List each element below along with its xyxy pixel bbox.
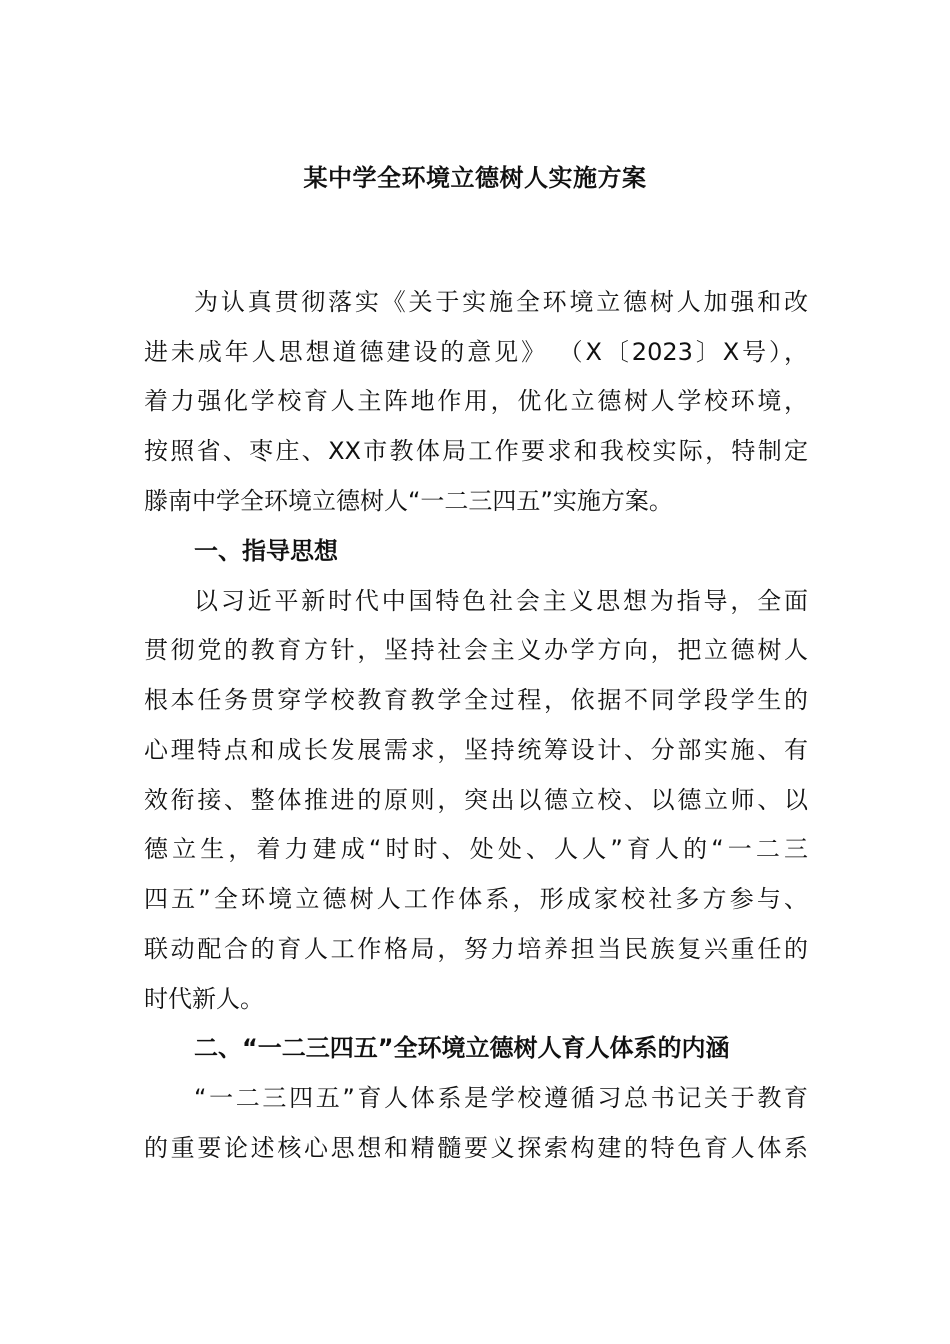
document-title: 某中学全环境立德树人实施方案 — [303, 164, 647, 192]
paragraph-line: 按照省、枣庄、XX市教体局工作要求和我校实际，特制定 — [144, 437, 808, 465]
paragraph-line: 四五”全环境立德树人工作体系，形成家校社多方参与、 — [144, 885, 808, 913]
paragraph-line: 根本任务贯穿学校教育教学全过程，依据不同学段学生的 — [144, 686, 808, 714]
paragraph-line: “一二三四五”育人体系是学校遵循习总书记关于教育 — [194, 1084, 808, 1112]
section-heading: 二、“一二三四五”全环境立德树人育人体系的内涵 — [194, 1034, 730, 1062]
paragraph-line: 进未成年人思想道德建设的意见》 （X〔2023〕X号）， — [144, 338, 808, 366]
paragraph-line: 联动配合的育人工作格局，努力培养担当民族复兴重任的 — [144, 935, 808, 963]
paragraph-line: 德立生，着力建成“时时、处处、人人”育人的“一二三 — [144, 835, 808, 863]
paragraph-line: 为认真贯彻落实《关于实施全环境立德树人加强和改 — [194, 288, 808, 316]
paragraph-line: 时代新人。 — [144, 985, 264, 1013]
paragraph-line: 滕南中学全环境立德树人“一二三四五”实施方案。 — [144, 487, 673, 515]
paragraph-line: 的重要论述核心思想和精髓要义探索构建的特色育人体系 — [144, 1134, 808, 1162]
paragraph-line: 效衔接、整体推进的原则，突出以德立校、以德立师、以 — [144, 786, 808, 814]
paragraph-line: 以习近平新时代中国特色社会主义思想为指导，全面 — [194, 587, 808, 615]
paragraph-line: 心理特点和成长发展需求，坚持统筹设计、分部实施、有 — [144, 736, 808, 764]
paragraph-line: 贯彻党的教育方针，坚持社会主义办学方向，把立德树人 — [144, 636, 808, 664]
section-heading: 一、指导思想 — [194, 537, 338, 565]
paragraph-line: 着力强化学校育人主阵地作用，优化立德树人学校环境， — [144, 387, 808, 415]
